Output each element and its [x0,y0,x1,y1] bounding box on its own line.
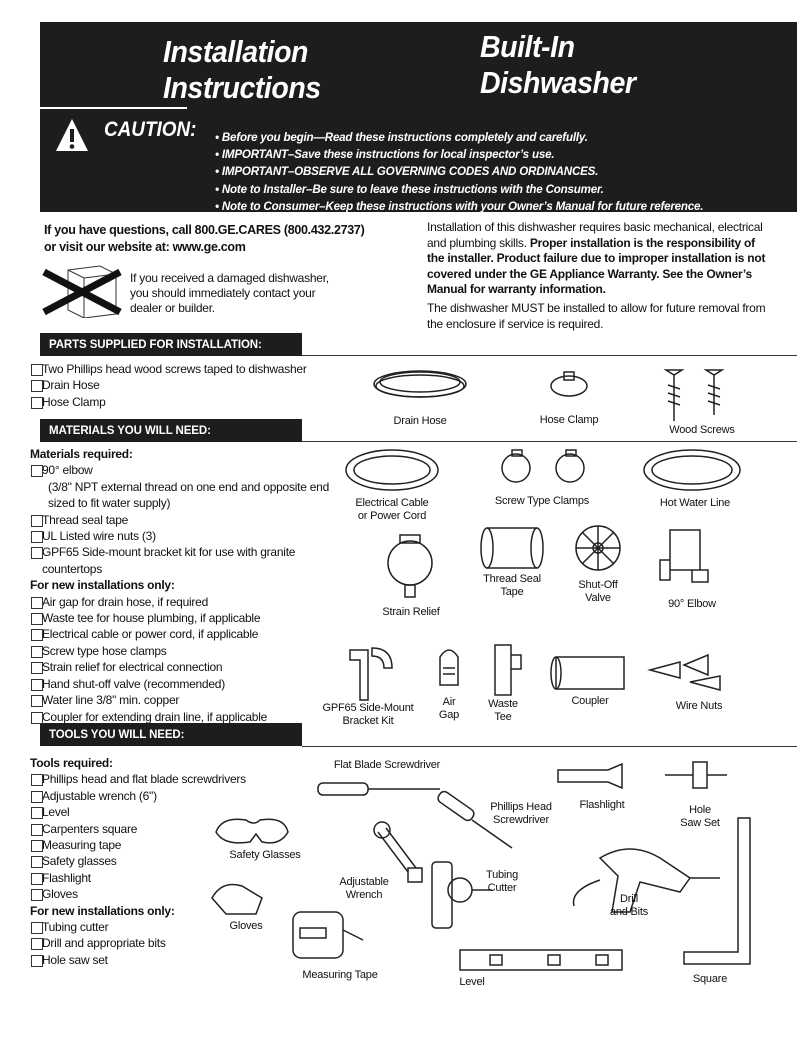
item-text: Waste tee for house plumbing, if applicable [42,611,261,626]
label-elbow [668,598,716,611]
tubing-cutter-illustration [432,862,492,928]
label-flashlight [579,799,624,812]
label-line: Coupler [571,695,609,707]
label-flat-screwdriver [334,759,440,772]
label-electrical-cable [355,497,428,523]
label-line: 90° Elbow [668,598,716,610]
item-text: Air gap for drain hose, if required [42,594,209,609]
intro-warranty-note: Proper installation is the responsibility of the installer. Product failure due to improper installation is not covered under the GE Appliance Warranty. See the Owner’s Manual for warranty information. [427,235,766,297]
item-text: Thread seal tape [42,512,129,527]
level-illustration [460,950,622,970]
item-text: Strain relief for electrical connection [42,660,223,675]
label-line: Safety Glasses [229,849,301,861]
section-header-tools: TOOLS YOU WILL NEED: [40,723,302,746]
label-safety-glasses [229,849,300,862]
item-text: Measuring tape [42,838,122,853]
item-text: Hand shut-off valve (recommended) [42,676,225,691]
label-line: Screw Type Clamps [494,495,590,507]
caution-bullet: • IMPORTANT–OBSERVE ALL GOVERNING CODES AND ORDINANCES. [215,165,599,179]
label-level [459,976,484,989]
title-line: Instructions [163,70,321,105]
bracket-kit-illustration [350,648,392,700]
title-line: Built-In [480,29,575,64]
label-hole-saw [680,804,720,830]
label-shutoff-valve [578,579,617,605]
item-text: For new installations only: [30,578,175,593]
screw-clamps-illustration [502,450,584,482]
label-line: Air [442,696,456,708]
removal-note: The dishwasher MUST be installed to allow for future removal from the enclosure if service is required. [427,300,766,331]
label-hot-water-line [660,497,730,510]
label-line: Wood Screws [669,424,735,436]
label-wood-screws [669,424,734,437]
caution-bullet: • Note to Installer–Be sure to leave these instructions with the Consumer. [215,182,604,196]
label-coupler [571,695,608,708]
shut-off-valve-illustration [576,526,620,570]
item-text: UL Listed wire nuts (3) [42,529,156,544]
label-thread-seal-tape [483,573,541,599]
wood-screws-icon [666,370,722,421]
item-text: Drill and appropriate bits [42,936,166,951]
label-line: Adjustable [339,876,389,888]
strain-relief-illustration [388,535,432,597]
item-text: For new installations only: [30,903,175,918]
label-line: Wire Nuts [675,700,723,712]
label-line: Saw Set [680,817,720,829]
label-line: Hot Water Line [659,497,731,509]
label-strain-relief [382,606,439,619]
label-line: Electrical Cable [355,497,429,509]
label-line: Drill [620,893,638,905]
label-line: Measuring Tape [302,969,378,981]
damaged-notice: If you received a damaged dishwasher, you should immediately contact your dealer or builder. [130,271,329,315]
label-line: Cutter [487,882,517,894]
item-text: Phillips head and flat blade screwdrivers [42,772,246,787]
label-gloves [229,920,262,933]
label-line: GPF65 Side-Mount [322,702,414,714]
gloves-illustration [212,885,262,915]
label-line: or Power Cord [357,510,427,522]
label-line: Gloves [229,920,263,932]
label-square [693,973,727,986]
label-waste-tee [488,698,518,724]
label-line: Flashlight [579,799,625,811]
item-text: Screw type hose clamps [42,643,167,658]
label-line: Level [459,976,485,988]
label-line: Tubing [485,869,519,881]
label-line: Tape [500,586,524,598]
item-text: Level [42,805,70,820]
label-line: Waste [488,698,518,710]
label-line: Hole [689,804,711,816]
hole-saw-illustration [665,762,727,788]
label-line: Hose Clamp [539,414,599,426]
wrench-illustration [374,822,422,882]
label-line: Flat Blade Screwdriver [333,759,441,771]
thread-seal-tape-illustration [481,528,543,568]
square-illustration [684,818,750,964]
title-line: Dishwasher [480,65,636,100]
label-line: and Bits [609,906,649,918]
flashlight-illustration [558,764,622,788]
elbow-illustration [660,530,708,582]
item-text: Drain Hose [42,378,100,393]
air-gap-illustration [440,650,458,685]
item-text: Carpenters square [42,821,138,836]
label-phillips-screwdriver [490,801,552,827]
label-line: Thread Seal [483,573,541,585]
hose-clamp-illustration [551,372,587,396]
label-bracket-kit [323,702,414,728]
item-text: Two Phillips head wood screws taped to dishwasher [42,362,307,376]
label-line: Shut-Off [578,579,618,591]
item-text: Water line 3/8" min. copper [42,693,180,708]
label-line: Wrench [345,889,383,901]
label-line: Bracket Kit [342,715,394,727]
electrical-cable-illustration [346,450,438,490]
measuring-tape-illustration [293,912,363,958]
intro-plain: Installation of this dishwasher requires basic mechanical, electrical and plumbing skills. [427,220,763,250]
item-note: (3/8" NPT external thread on one end and opposite end sized to fit water supply) [48,479,329,511]
drain-hose-illustration [374,371,466,397]
label-line: Valve [585,592,611,604]
item-text: Materials required: [30,447,133,461]
coupler-illustration [551,657,624,689]
label-line: Phillips Head [490,801,552,813]
item-text: Tubing cutter [42,920,109,935]
label-line: Square [692,973,728,985]
caution-label: CAUTION: [104,118,197,141]
item-text: Coupler for extending drain line, if applicable [42,709,268,724]
label-wire-nuts [676,700,722,713]
waste-tee-illustration [495,645,521,695]
label-drill [610,893,648,919]
item-text: 90° elbow [42,463,93,478]
item-text: Safety glasses [42,854,117,869]
item-text: Hole saw set [42,952,108,967]
item-text: Gloves [42,887,78,902]
item-text: Flashlight [42,870,91,885]
label-line: Tee [494,711,512,723]
label-line: Gap [438,709,460,721]
item-text: Hose Clamp [42,394,106,409]
label-drain-hose [393,415,446,428]
item-text: Electrical cable or power cord, if applicable [42,627,259,642]
contact-website: or visit our website at: www.ge.com [44,240,246,254]
item-text: Adjustable wrench (6") [42,788,157,803]
safety-glasses-illustration [216,819,288,843]
item-text: Tools required: [30,756,113,770]
label-measuring-tape [302,969,377,982]
label-hose-clamp [540,414,599,427]
label-line: Screwdriver [493,814,549,826]
label-wrench [339,876,388,902]
item-text: GPF65 Side-mount bracket kit for use with granite countertops [42,545,296,576]
label-air-gap [439,696,459,722]
hot-water-line-illustration [644,450,740,490]
label-tubing-cutter [486,869,518,895]
label-screw-clamps [495,495,589,508]
label-line: Drain Hose [393,415,447,427]
caution-bullet: • Before you begin—Read these instructions completely and carefully. [215,131,588,144]
flat-screwdriver-illustration [318,783,440,795]
caution-bullet: • IMPORTANT–Save these instructions for local inspector’s use. [215,148,555,162]
wire-nuts-illustration [650,655,720,690]
section-header-materials: MATERIALS YOU WILL NEED: [40,419,302,442]
section-header-parts: PARTS SUPPLIED FOR INSTALLATION: [40,333,302,356]
label-line: Strain Relief [382,606,440,618]
caution-bullet: • Note to Consumer–Keep these instructions with your Owner’s Manual for future reference. [215,199,704,213]
contact-phone: If you have questions, call 800.GE.CARES (800.432.2737) [44,223,365,237]
title-line: Installation [163,34,309,69]
